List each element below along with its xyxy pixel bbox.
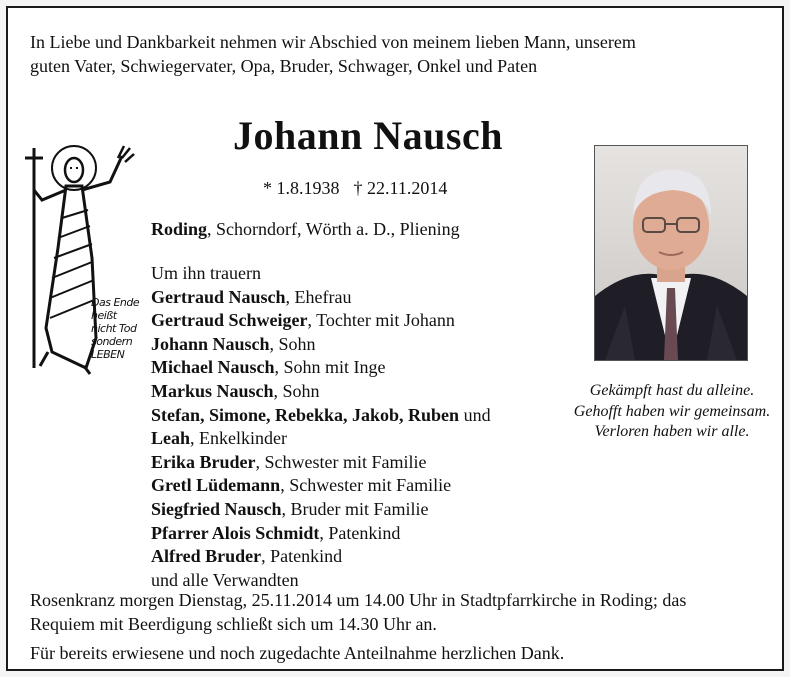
- quote-line-3: Verloren haben wir alle.: [594, 423, 750, 440]
- mourner-name: Alfred Bruder: [151, 546, 262, 567]
- portrait-image: [595, 146, 747, 360]
- mourner-line: [151, 498, 551, 522]
- mourner-name: Gretl Lüdemann: [151, 475, 281, 496]
- quote-line-1: Gekämpft hast du alleine.: [589, 382, 755, 399]
- death-date: † 22.11.2014: [353, 178, 448, 198]
- mourner-relation: , Bruder mit Familie: [281, 498, 429, 519]
- mourner-name: Leah: [151, 428, 191, 449]
- quote-line-2: Gehofft haben wir gemeinsam.: [573, 402, 771, 420]
- mourner-line: [151, 309, 551, 333]
- mourner-line: [151, 522, 551, 546]
- obituary-frame: [6, 6, 784, 671]
- mourner-line: [151, 545, 551, 569]
- places-line: [151, 219, 460, 240]
- mourner-line: [151, 427, 551, 451]
- mourner-line: [151, 451, 551, 475]
- mourner-name: Gertraud Schweiger: [151, 310, 308, 331]
- mourner-name: Markus Nausch: [151, 380, 274, 401]
- mourner-relation: und: [459, 404, 491, 425]
- mourner-relation: , Patenkind: [319, 522, 401, 543]
- mourner-relation: , Tochter mit Johann: [307, 310, 455, 331]
- mourner-name: Michael Nausch: [151, 357, 275, 378]
- christ-caption-line: heißt: [91, 309, 117, 322]
- mourners-intro: Um ihn trauern: [151, 263, 261, 283]
- quote-block: [548, 381, 790, 443]
- thanks-line: Für bereits erwiesene und noch zugedachte Anteilnahme herzlichen Dank.: [30, 643, 565, 663]
- mourner-relation: , Ehefrau: [285, 286, 352, 307]
- mourner-name: Gertraud Nausch: [151, 286, 286, 307]
- service-info: [30, 589, 780, 636]
- mourner-name: Stefan, Simone, Rebekka, Jakob, Ruben: [151, 404, 460, 425]
- mourner-relation: , Sohn mit Inge: [274, 357, 386, 378]
- mourner-line: [151, 380, 551, 404]
- mourner-line: [151, 404, 551, 428]
- service-line-1: Rosenkranz morgen Dienstag, 25.11.2014 um 14.00 Uhr in Stadtpfarrkirche in Roding; das: [30, 590, 687, 610]
- place-rest: , Schorndorf, Wörth a. D., Pliening: [207, 219, 460, 239]
- mourner-name: Johann Nausch: [151, 333, 270, 354]
- mourners-list: [151, 262, 551, 592]
- birth-date: * 1.8.1938: [263, 178, 340, 198]
- mourner-relation: , Patenkind: [261, 546, 343, 567]
- mourner-name: Pfarrer Alois Schmidt: [151, 522, 320, 543]
- christ-caption-line: Das Ende: [91, 296, 140, 309]
- mourner-name: Erika Bruder: [151, 451, 256, 472]
- mourner-relation: , Enkelkinder: [190, 428, 287, 449]
- life-dates: [263, 178, 447, 199]
- mourner-line: [151, 356, 551, 380]
- intro-line-2: guten Vater, Schwiegervater, Opa, Bruder, Schwager, Onkel und Paten: [30, 56, 538, 76]
- mourner-line: [151, 333, 551, 357]
- mourner-relation: und alle Verwandten: [151, 569, 299, 590]
- mourner-relation: , Sohn: [273, 380, 320, 401]
- mourner-name: Siegfried Nausch: [151, 498, 282, 519]
- mourner-line: [151, 474, 551, 498]
- intro-text: [30, 30, 750, 78]
- christ-caption-line: sondern: [91, 335, 133, 348]
- deceased-name: Johann Nausch: [233, 113, 503, 158]
- mourner-relation: , Sohn: [269, 333, 316, 354]
- intro-line-1: In Liebe und Dankbarkeit nehmen wir Abschied von meinem lieben Mann, unserem: [30, 32, 636, 52]
- portrait-photo: [594, 145, 748, 361]
- mourner-relation: , Schwester mit Familie: [255, 451, 427, 472]
- christ-caption-line: nicht Tod: [91, 322, 137, 335]
- christ-caption: [91, 296, 139, 361]
- place-main: Roding: [151, 219, 208, 239]
- mourner-relation: , Schwester mit Familie: [280, 475, 452, 496]
- mourner-line: [151, 286, 551, 310]
- service-line-2: Requiem mit Beerdigung schließt sich um 14.30 Uhr an.: [30, 613, 437, 634]
- christ-caption-line: LEBEN: [91, 348, 125, 361]
